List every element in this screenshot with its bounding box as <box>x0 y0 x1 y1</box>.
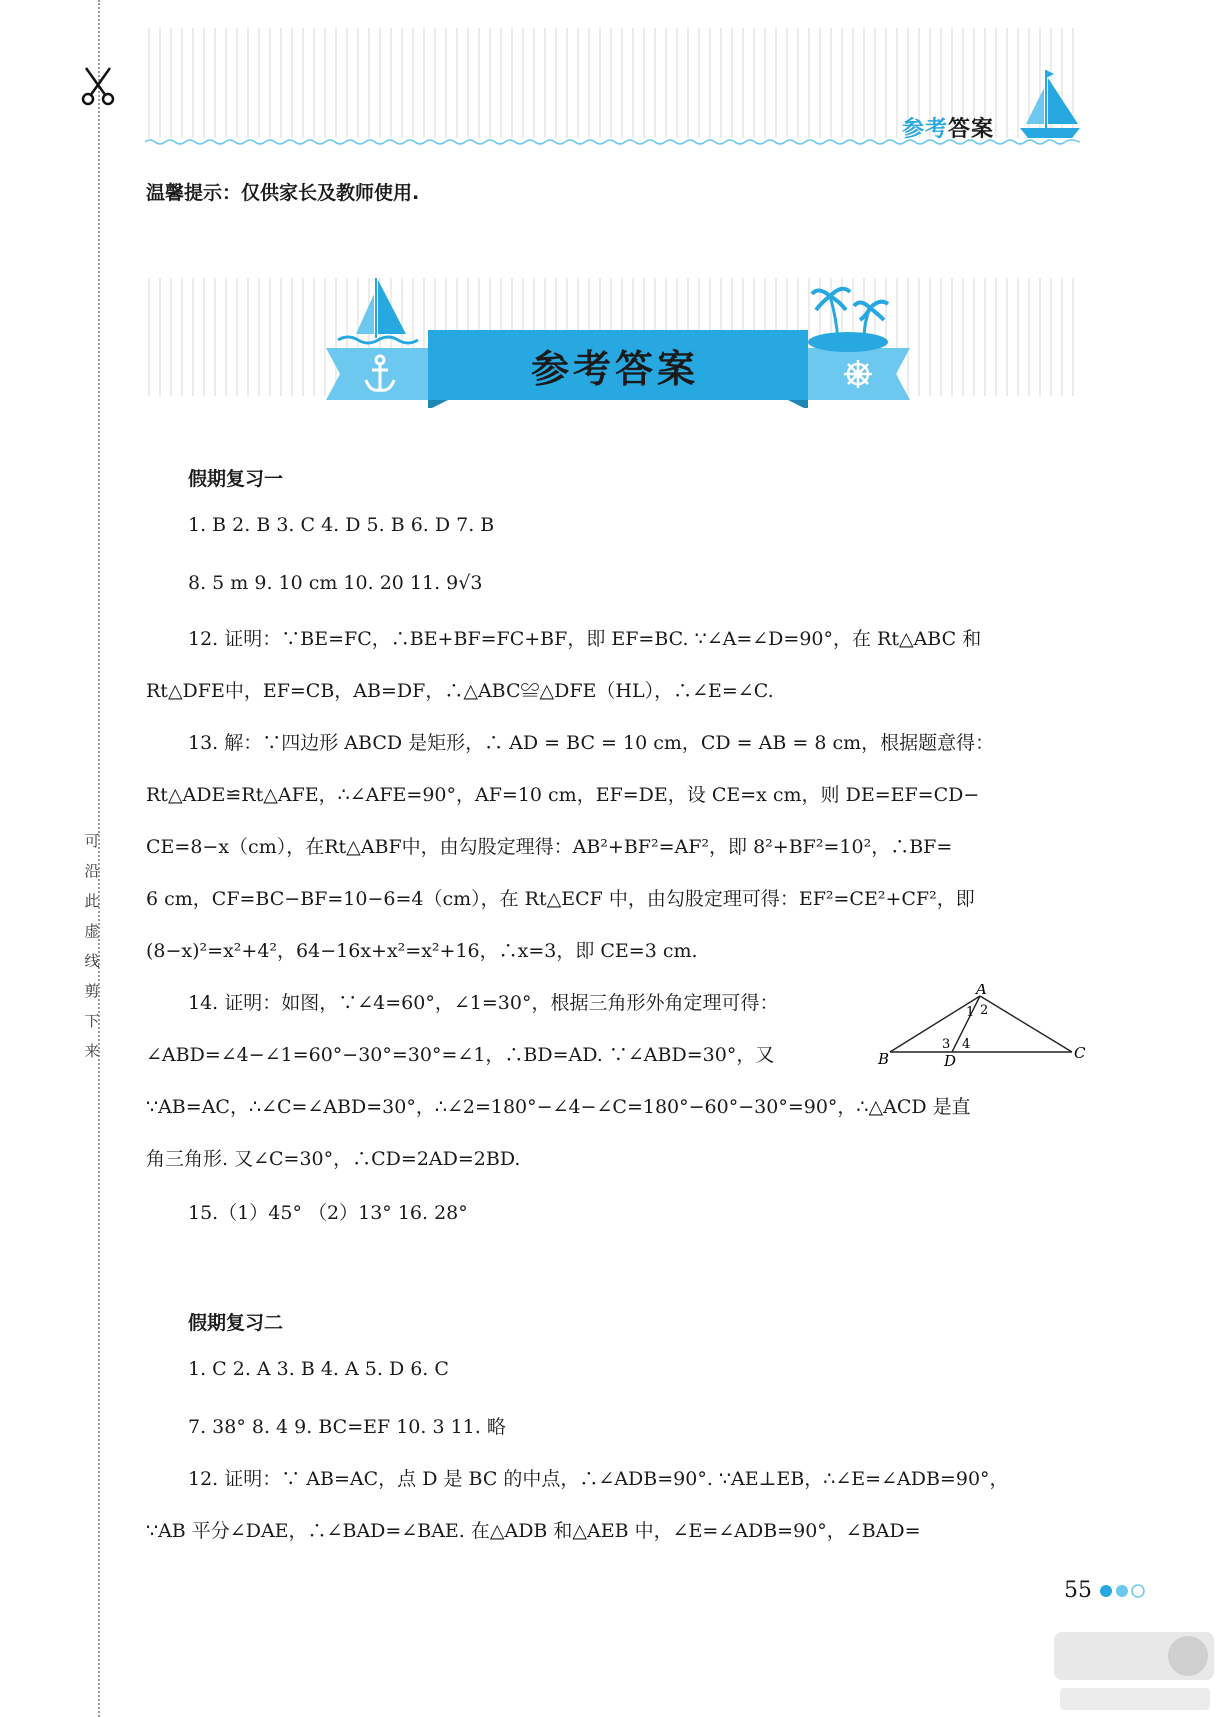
header-wave-line <box>145 138 1080 146</box>
segment-ac <box>980 996 1072 1052</box>
q13-line-4: 6 cm，CF=BC−BF=10−6=4（cm），在 Rt△ECF 中，由勾股定理可得：EF²=CE²+CF²，即 <box>146 888 975 910</box>
label-d: D <box>944 1052 957 1066</box>
q12-line-1: 12. 证明：∵BE=FC，∴BE+BF=FC+BF，即 EF=BC. ∵∠A=∠D=90°，在 Rt△ABC 和 <box>188 628 982 650</box>
answers-8-11: 8. 5 m 9. 10 cm 10. 20 11. 9√3 <box>188 572 483 594</box>
q14-line-1: 14. 证明：如图，∵∠4=60°，∠1=30°，根据三角形外角定理可得： <box>188 992 779 1014</box>
angle-1: 1 <box>966 1005 975 1020</box>
label-c: C <box>1074 1044 1086 1062</box>
watermark-logo <box>1050 1626 1220 1717</box>
section-title-2: 假期复习二 <box>188 1312 284 1334</box>
answers-15-16: 15.（1）45° （2）13° 16. 28° <box>188 1202 468 1224</box>
q13-line-2: Rt△ADE≌Rt△AFE，∴∠AFE=90°，AF=10 cm，EF=DE，设 CE=x cm，则 DE=EF=CD− <box>146 784 980 806</box>
label-b: B <box>878 1050 890 1066</box>
ship-wheel-icon <box>844 360 872 388</box>
answers-2-1-6: 1. C 2. A 3. B 4. A 5. D 6. C <box>188 1358 449 1380</box>
banner-sailboat-icon <box>338 278 418 343</box>
q13-line-3: CE=8−x（cm），在Rt△ABF中，由勾股定理得：AB²+BF²=AF²，即 8²+BF²=10²，∴BF= <box>146 836 953 858</box>
q2-12-line-1: 12. 证明：∵ AB=AC，点 D 是 BC 的中点，∴∠ADB=90°. ∵AE⊥EB，∴∠E=∠ADB=90°， <box>188 1468 1009 1490</box>
angle-2: 2 <box>980 1003 989 1018</box>
q13-line-5: (8−x)²=x²+4²，64−16x+x²=x²+16，∴x=3，即 CE=3 cm. <box>146 940 698 962</box>
section-title-1: 假期复习一 <box>188 468 284 490</box>
angle-3: 3 <box>942 1037 951 1052</box>
answers-1-7: 1. B 2. B 3. C 4. D 5. B 6. D 7. B <box>188 514 495 536</box>
banner-title: 参考答案 <box>530 347 699 391</box>
q13-line-1: 13. 解：∵四边形 ABCD 是矩形，∴ AD = BC = 10 cm，CD = AB = 8 cm，根据题意得： <box>188 732 995 754</box>
cut-hint-vertical: 可 沿 此 虚 线 剪 下 来 <box>84 832 100 1060</box>
label-a: A <box>976 984 987 998</box>
page-dots-decoration <box>1098 1583 1146 1599</box>
answers-2-7-11: 7. 38° 8. 4 9. BC=EF 10. 3 11. 略 <box>188 1416 506 1438</box>
sailboat-icon <box>1012 66 1082 142</box>
q14-line-2: ∠ABD=∠4−∠1=60°−30°=30°=∠1，∴BD=AD. ∵∠ABD=30°，又 <box>146 1044 775 1066</box>
header-title: 参考答案 <box>902 117 995 142</box>
q12-line-2: Rt△DFE中，EF=CB，AB=DF，∴△ABC≌△DFE（HL），∴∠E=∠C. <box>146 680 774 702</box>
q14-line-3: ∵AB=AC，∴∠C=∠ABD=30°，∴∠2=180°−∠4−∠C=180°−60°−30°=90°，∴△ACD 是直 <box>146 1096 971 1118</box>
q14-line-4: 角三角形. 又∠C=30°，∴CD=2AD=2BD. <box>146 1148 521 1170</box>
q2-12-line-2: ∵AB 平分∠DAE，∴∠BAD=∠BAE. 在△ADB 和△AEB 中，∠E=∠ADB=90°，∠BAD= <box>146 1520 921 1542</box>
scissors-icon <box>80 66 116 106</box>
page-number: 55 <box>1064 1578 1092 1603</box>
angle-4: 4 <box>962 1037 971 1052</box>
notice-text: 温馨提示：仅供家长及教师使用. <box>146 182 420 204</box>
island-icon <box>808 289 888 352</box>
triangle-figure <box>876 984 1090 1066</box>
